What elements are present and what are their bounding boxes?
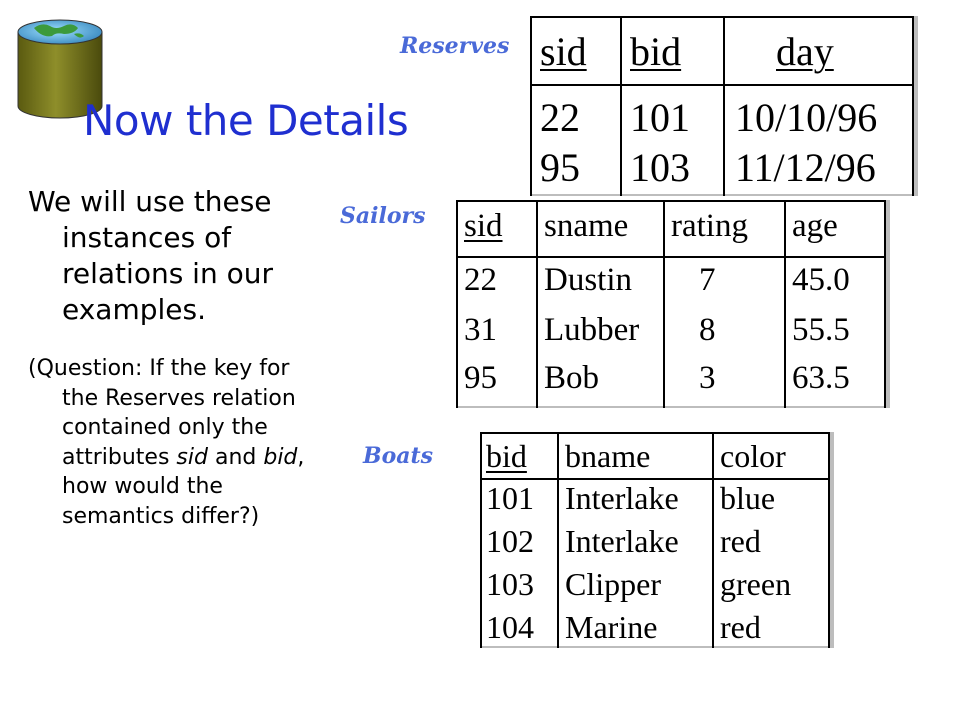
sailors-header-sid: sid (464, 208, 503, 244)
slide-title: Now the Details (83, 96, 409, 145)
boats-cell: 101 (486, 480, 534, 516)
boats-vline-3 (828, 432, 830, 648)
reserves-vline-0 (530, 16, 532, 196)
boats-table (480, 432, 834, 648)
question-text-1: (Question: If the key for the Reserves relation contained only the attributes (28, 356, 296, 470)
sailors-vline-3 (784, 200, 786, 408)
reserves-cell: 95 (540, 145, 580, 190)
sailors-header-rating: rating (671, 208, 748, 244)
reserves-cell: 11/12/96 (735, 145, 876, 190)
boats-hline-top (480, 432, 830, 434)
boats-vline-0 (480, 432, 482, 648)
sailors-vline-2 (663, 200, 665, 408)
intro-paragraph: We will use these instances of relations in our examples. (28, 185, 273, 326)
question-paragraph (28, 354, 328, 531)
sailors-cell: 8 (699, 312, 716, 348)
reserves-header-bid: bid (630, 29, 682, 74)
sailors-cell: Dustin (544, 262, 633, 298)
sailors-label: Sailors (340, 203, 426, 229)
sailors-vline-0 (456, 200, 458, 408)
reserves-hline-header (530, 84, 914, 86)
sailors-shade-bottom (456, 406, 890, 408)
sailors-table (456, 200, 890, 408)
reserves-cell: 10/10/96 (735, 95, 878, 140)
boats-cell: Interlake (565, 480, 679, 516)
boats-cell: 102 (486, 523, 534, 559)
question-sid: sid (176, 444, 208, 470)
reserves-cell: 101 (630, 95, 690, 140)
reserves-label: Reserves (400, 33, 510, 59)
sailors-cell: 63.5 (792, 360, 850, 396)
sailors-header-sname: sname (544, 208, 629, 244)
question-text-3: , how would the semantics differ?) (62, 444, 305, 529)
boats-cell: red (720, 609, 761, 645)
reserves-vline-2 (723, 16, 725, 196)
sailors-vline-4 (884, 200, 886, 408)
boats-cell: Interlake (565, 523, 679, 559)
reserves-table (530, 16, 918, 196)
boats-cell: red (720, 523, 761, 559)
reserves-cell: 22 (540, 95, 580, 140)
boats-vline-2 (712, 432, 714, 648)
boats-label: Boats (363, 443, 434, 469)
boats-header-bname: bname (565, 438, 651, 474)
boats-cell: Clipper (565, 566, 661, 602)
boats-header-color: color (720, 438, 786, 474)
sailors-cell: 22 (464, 262, 497, 298)
question-text-2: and (207, 444, 264, 470)
sailors-hline-top (456, 200, 886, 202)
sailors-cell: 7 (699, 262, 716, 298)
sailors-cell: 45.0 (792, 262, 850, 298)
sailors-cell: 95 (464, 360, 497, 396)
sailors-cell: Lubber (544, 312, 640, 348)
boats-cell: Marine (565, 609, 658, 645)
sailors-cell: 55.5 (792, 312, 850, 348)
reserves-cell: 103 (630, 145, 690, 190)
sailors-vline-1 (536, 200, 538, 408)
sailors-header-age: age (792, 208, 838, 244)
question-bid: bid (263, 444, 298, 470)
boats-cell: green (720, 566, 792, 602)
reserves-header-day: day (776, 29, 834, 74)
reserves-vline-1 (620, 16, 622, 196)
reserves-vline-3 (912, 16, 914, 196)
sailors-cell: 3 (699, 360, 716, 396)
boats-vline-1 (557, 432, 559, 648)
reserves-header-sid: sid (540, 29, 587, 74)
boats-shade-bottom (480, 646, 834, 648)
reserves-hline-top (530, 16, 914, 18)
boats-cell: 104 (486, 609, 534, 645)
sailors-cell: 31 (464, 312, 497, 348)
boats-header-bid: bid (486, 438, 527, 474)
sailors-cell: Bob (544, 360, 600, 396)
sailors-hline-header (456, 256, 886, 258)
boats-cell: blue (720, 480, 776, 516)
boats-cell: 103 (486, 566, 534, 602)
slide-body (28, 184, 328, 531)
